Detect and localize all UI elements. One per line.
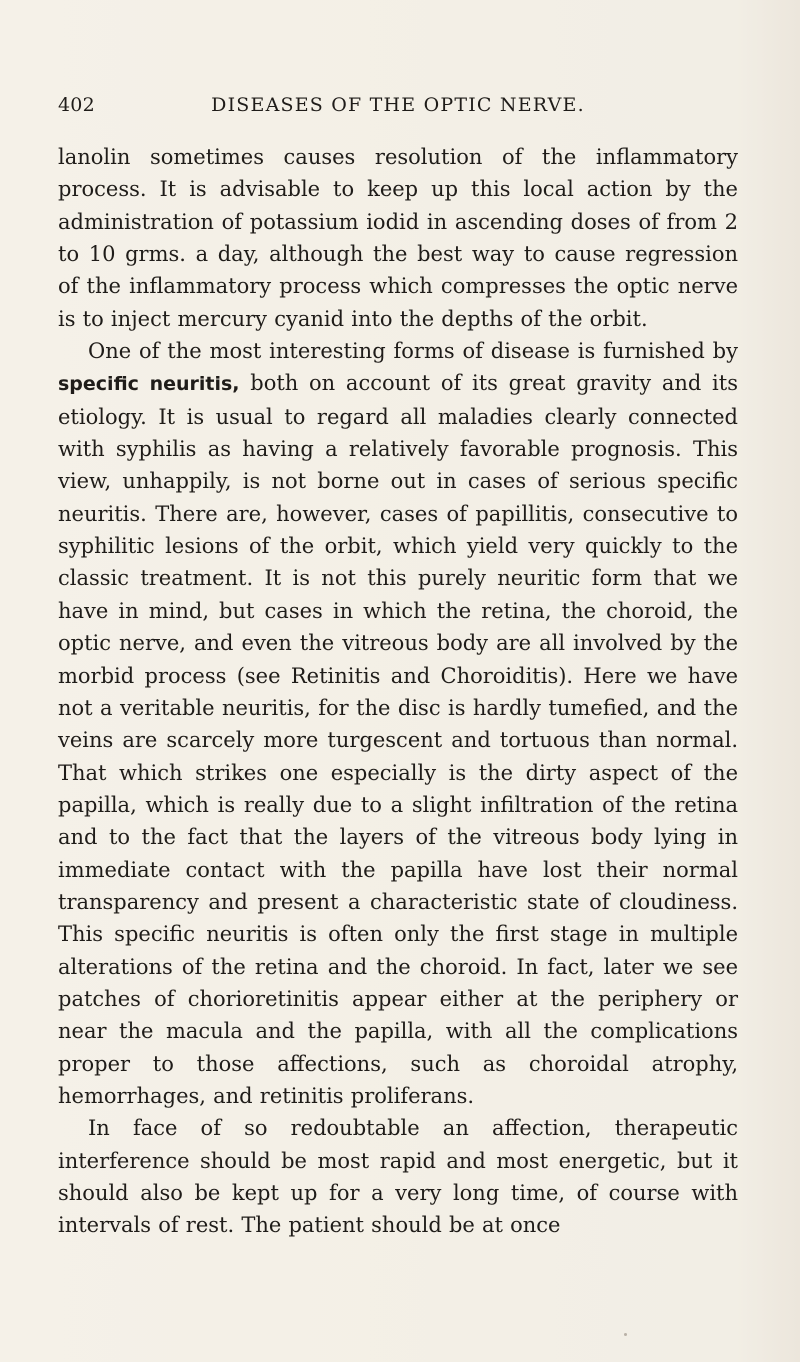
paragraph-2-lead: One of the most interesting forms of disease is furnished by [88, 339, 738, 364]
paper-speck [624, 1333, 627, 1336]
paragraph-3: In face of so redoubtable an affection, therapeutic interference should be most rapid and most energetic, but it should also be kept up for a very long time, of course with intervals of rest. The patient should be at once [58, 1116, 738, 1238]
specific-neuritis-term: specific neuritis, [58, 373, 240, 396]
page-number: 402 [58, 94, 95, 116]
page-header [58, 90, 738, 126]
paragraph-2 [58, 335, 738, 1112]
paragraph-2-rest: both on account of its great gravity and its etiology. It is usual to regard all maladies clearly connected with syphilis as having a relatively favorable prognosis. This view, unhappily, is not borne out in cases of serious specific neuritis. There are, however, cases of papillitis, consecutive to syphilitic lesions of the orbit, which yield very quickly to the classic treatment. It is not this purely neuritic form that we have in mind, but cases in which the retina, the choroid, the optic nerve, and even the vitreous body are all involved by the morbid process (see Retinitis and Choroiditis). Here we have not a veritable neuritis, for the disc is hardly tumefied, and the veins are scarcely more turgescent and tortuous than normal. That which strikes one especially is the dirty aspect of the papilla, which is really due to a slight infiltration of the retina and to the fact that the layers of the vitreous body lying in immediate contact with the papilla have lost their normal transparency and present a characteristic state of cloudiness. This specific neuritis is often only the first stage in multiple alterations of the retina and the choroid. In fact, later we see patches of chorioretinitis appear either at the periphery or near the macula and the papilla, with all the complications proper to those affections, such as choroidal atrophy, hemorrhages, and retinitis proliferans. [58, 371, 738, 1108]
body-text [58, 141, 738, 1242]
paragraph-1: lanolin sometimes causes resolution of the inflammatory process. It is advisable to keep up this local action by the administration of potassium iodid in ascending doses of from 2 to 10 grms. a day, although the best way to cause regression of the inflammatory process which compresses the optic nerve is to inject mercury cyanid into the depths of the orbit. [58, 145, 738, 331]
running-title: DISEASES OF THE OPTIC NERVE. [211, 94, 585, 116]
